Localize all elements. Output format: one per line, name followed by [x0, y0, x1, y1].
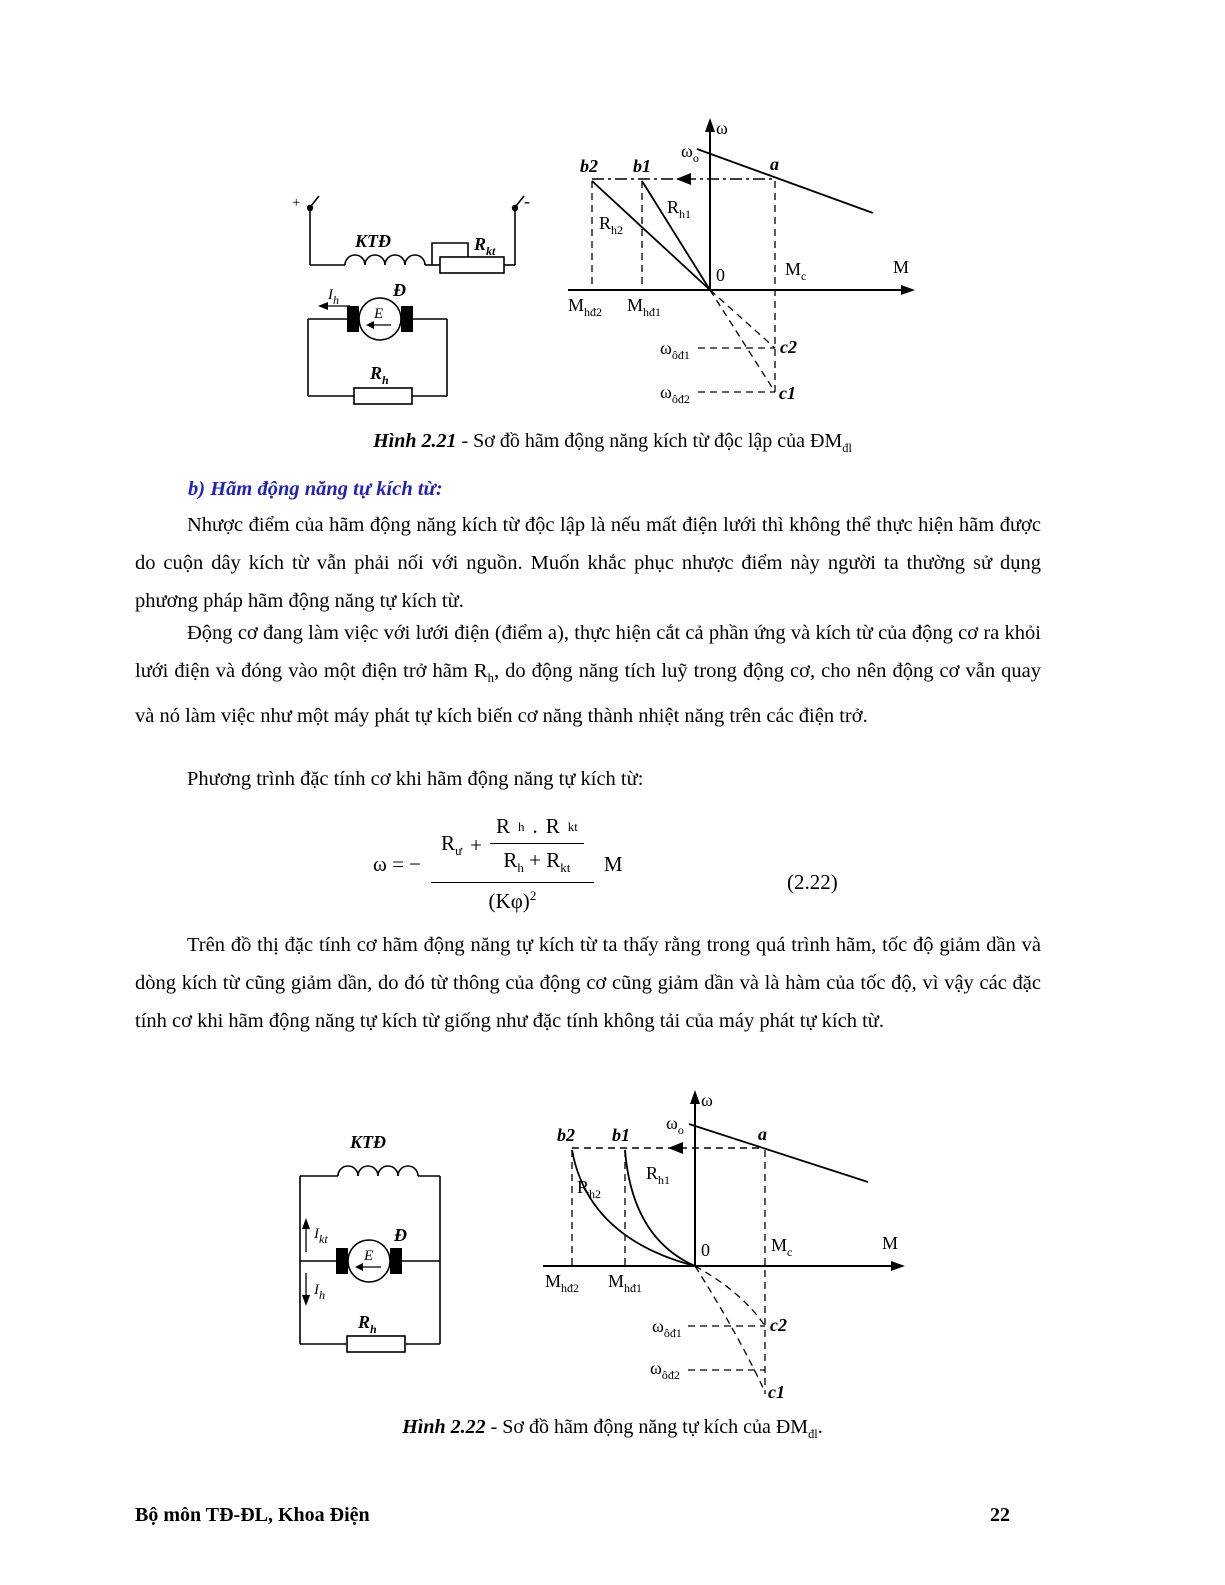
- braking-characteristic-rh2: [592, 181, 710, 290]
- equation-inner-fraction: R h . R kt $R_h + R_{kt}$: [490, 814, 584, 876]
- emf-arrow: [355, 1263, 363, 1271]
- brush-left: [347, 306, 359, 332]
- equation-outer-fraction: [431, 812, 594, 916]
- point-c2-label: c2: [780, 337, 797, 357]
- mhd2-label: $M_{hđ2}$: [545, 1271, 580, 1295]
- equation-number: (2.22): [787, 870, 838, 894]
- omega0-label: $\omega_o$: [666, 1113, 684, 1137]
- equation-plus: +: [470, 832, 482, 857]
- transition-arrow: [676, 173, 691, 185]
- mhd1-label: $M_{hđ1}$: [608, 1271, 643, 1295]
- point-c1-label: c1: [779, 383, 796, 403]
- omega-od2-label: $\omega_{ôđ2}$: [650, 1358, 680, 1382]
- m-axis-label: M: [893, 257, 910, 277]
- figure-2-22-caption: Hình 2.22 - Sơ đồ hãm động năng tự kích của $ĐM_{đl}$.: [402, 1416, 823, 1441]
- caption-title: Hình 2.21: [373, 430, 457, 452]
- mhd1-label: $M_{hđ1}$: [627, 295, 662, 319]
- paragraph-4: Trên đồ thị đặc tính cơ hãm động năng tự kích từ ta thấy rằng trong quá trình hãm, tốc độ giảm dần và dòng kích từ cũng giảm dần, do đó từ thông của động cơ cũng giảm dần và là hàm của tốc độ, vì vậy các đặc tính cơ khi hãm động năng tự kích từ giống như đặc tính không tải của máy phát tự kích từ.: [135, 934, 1041, 1032]
- point-b2-label: b2: [580, 156, 598, 176]
- origin-label: 0: [701, 1240, 710, 1260]
- point-c1-label: c1: [768, 1382, 785, 1402]
- omega-od2-label: $\omega_{ôđ2}$: [660, 382, 690, 406]
- emf-label: E: [374, 306, 384, 322]
- rh-resistor-box: [347, 1336, 405, 1352]
- rh-resistor-box: [354, 388, 412, 404]
- rkt-label: $R_{kt}$: [474, 234, 496, 258]
- point-c2-label: c2: [770, 1315, 787, 1335]
- point-a-label: a: [770, 154, 779, 174]
- motor-label: Đ: [393, 280, 406, 300]
- emf-label: E: [364, 1248, 374, 1264]
- paragraph-3: Phương trình đặc tính cơ khi hãm động năng tự kích từ:: [187, 768, 644, 790]
- omega-axis-label: ω: [701, 1090, 713, 1110]
- field-winding-coil: [338, 1166, 418, 1176]
- equation-denominator: $(K\varphi)^2$: [488, 888, 537, 914]
- caption-sub: đl: [842, 441, 852, 455]
- circuit-2-21: [307, 196, 524, 404]
- natural-characteristic: [689, 1124, 868, 1182]
- paragraph-2: [135, 614, 1041, 735]
- figure-2-21-caption: [0, 430, 1225, 456]
- figure-2-22: [0, 1070, 1225, 1410]
- braking-characteristic-rh1: [625, 1150, 695, 1266]
- footer-page-number: 22: [990, 1504, 1010, 1526]
- figure-2-21: [0, 100, 1225, 435]
- brush-left: [336, 1248, 348, 1274]
- ikt-arrow: [302, 1218, 310, 1229]
- rh1-curve-label: $R_{h1}$: [667, 197, 692, 221]
- equation-body: [373, 812, 623, 916]
- ktd-label: KTĐ: [355, 231, 391, 251]
- ih-arrow: [302, 1295, 310, 1306]
- point-b1-label: b1: [612, 1125, 630, 1145]
- paragraph-2-part2: , do động năng tích luỹ trong động cơ, cho nên động cơ vẫn quay và nó làm việc như một máy phát tự kích biến cơ năng thành nhiệt năng trên các điện trở.: [135, 660, 1041, 728]
- point-b1-label: b1: [633, 156, 651, 176]
- m-axis-label: M: [882, 1233, 899, 1253]
- rh2-curve-label: $R_{h2}$: [599, 213, 624, 237]
- omega-od1-label: $\omega_{ôđ1}$: [652, 1316, 682, 1340]
- caption-text: - Sơ đồ hãm động năng tự kích của ĐM: [485, 1416, 809, 1438]
- point-a-label: a: [758, 1124, 767, 1144]
- rh-label: $R_h$: [358, 1312, 377, 1336]
- rh-label: $R_h$: [370, 363, 389, 387]
- plus-label: +: [292, 195, 301, 211]
- rh2-curve-label: $R_{h2}$: [577, 1177, 602, 1201]
- point-b2-label: b2: [557, 1125, 575, 1145]
- mhd2-label: $M_{hđ2}$: [568, 295, 603, 319]
- emf-arrow: [366, 321, 374, 329]
- rh1-curve-label: $R_{h1}$: [646, 1163, 671, 1187]
- mc-label: $M_c$: [771, 1235, 793, 1259]
- circuit-2-21-labels: [292, 191, 530, 387]
- caption-sub: đl: [808, 1427, 818, 1441]
- equation-m: M: [603, 851, 623, 876]
- circuit-2-22-labels: [313, 1132, 407, 1336]
- equation-lhs: ω = −: [373, 851, 422, 876]
- rkt-resistor-box: [440, 257, 504, 273]
- graph-2-22-labels: [545, 1090, 898, 1402]
- ikt-label: $I_{kt}$: [314, 1226, 328, 1246]
- omega0-label: $\omega_o$: [681, 141, 699, 165]
- ktd-label: KTĐ: [350, 1132, 386, 1152]
- paragraph-1: Nhược điểm của hãm động năng kích từ độc lập là nếu mất điện lưới thì không thể thực hiện hãm được do cuộn dây kích từ vẫn phải nối với nguồn. Muốn khắc phục nhược điểm này người ta thường sử dụng phương pháp hãm động năng tự kích từ.: [135, 514, 1041, 612]
- origin-label: 0: [716, 265, 725, 285]
- footer-department: Bộ môn TĐ-ĐL, Khoa Điện: [135, 1504, 370, 1526]
- graph-2-21-labels: [568, 118, 909, 406]
- omega-od1-label: $\omega_{ôđ1}$: [660, 338, 690, 362]
- paragraph-2-sub: h: [487, 671, 494, 686]
- motor-label: Đ: [394, 1225, 407, 1245]
- field-winding-coil: [345, 255, 425, 265]
- equation-2-22: [135, 812, 1041, 927]
- ih-label: $I_h$: [328, 287, 339, 307]
- equation-ru: $R_ư$: [441, 831, 463, 859]
- natural-characteristic: [697, 149, 873, 213]
- paragraph-2-part1: Động cơ đang làm việc với lưới điện (điểm a), thực hiện cắt cả phần ứng và kích từ của động cơ ra khỏi lưới điện và đóng vào một điện trở hãm R: [135, 622, 1041, 682]
- ih-label: $I_h$: [314, 1282, 325, 1302]
- braking-characteristic-rh2: [572, 1150, 695, 1266]
- ih-arrow: [318, 302, 328, 310]
- minus-label: -: [524, 191, 530, 211]
- graph-2-21: [568, 118, 915, 396]
- caption-title: Hình 2.22: [402, 1416, 486, 1438]
- omega-axis-label: ω: [716, 118, 728, 138]
- section-heading: b) Hãm động năng tự kích từ:: [188, 478, 443, 500]
- brush-right: [390, 1248, 402, 1274]
- caption-text: - Sơ đồ hãm động năng kích từ độc lập của ĐM: [456, 430, 843, 452]
- brush-right: [401, 306, 413, 332]
- mc-label: $M_c$: [785, 259, 807, 283]
- transition-arrow: [668, 1142, 683, 1154]
- graph-2-22: [543, 1090, 905, 1394]
